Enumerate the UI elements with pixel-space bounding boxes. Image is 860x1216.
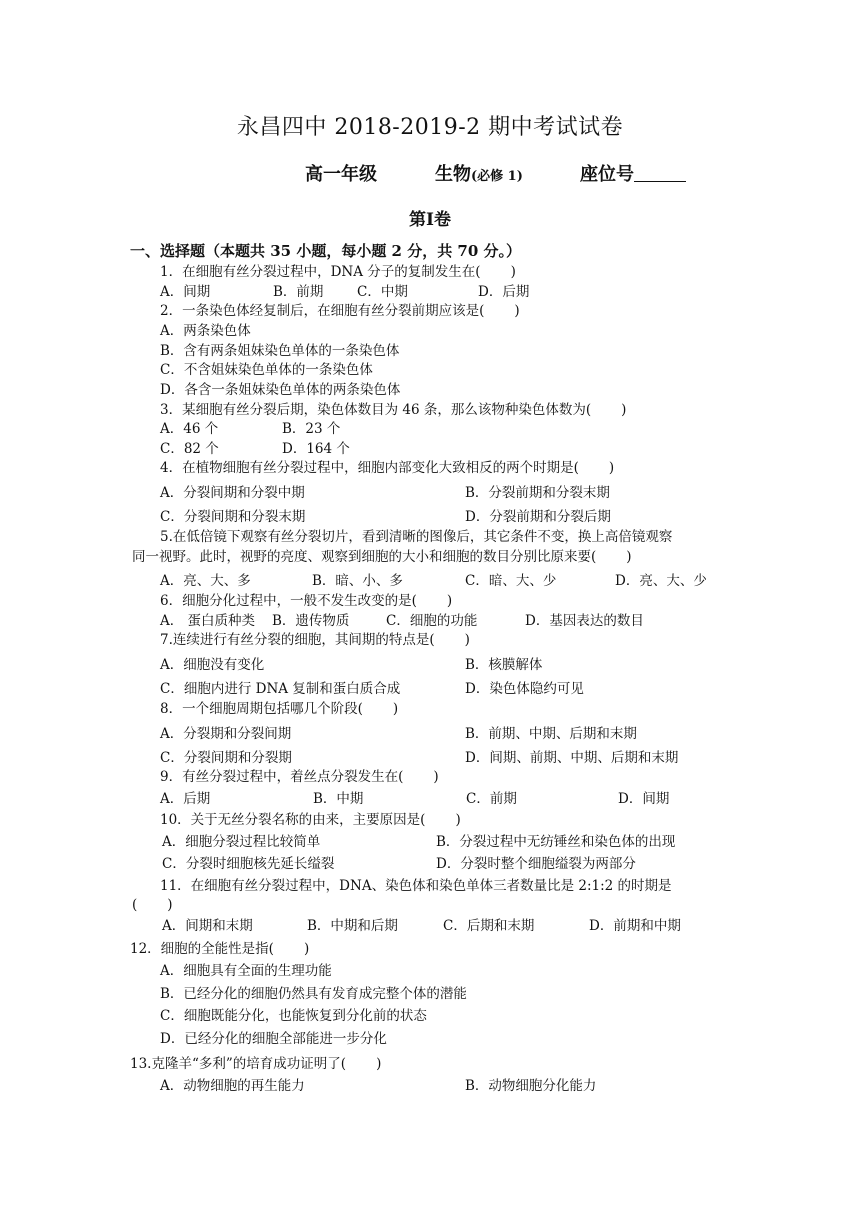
option-8c: C．分裂间期和分裂期 — [160, 750, 292, 766]
option-5c: C．暗、大、少 — [465, 573, 557, 589]
option-2b: B．含有两条姐妹染色单体的一条染色体 — [160, 343, 400, 359]
option-6c: C．细胞的功能 — [386, 613, 478, 629]
subject-note: (必修 1) — [471, 169, 523, 184]
option-13a: A．动物细胞的再生能力 — [160, 1078, 305, 1094]
question-4: 4．在植物细胞有丝分裂过程中，细胞内部变化大致相反的两个时期是( ) — [160, 460, 615, 476]
option-7b: B．核膜解体 — [465, 657, 543, 673]
option-9d: D．间期 — [618, 791, 670, 807]
question-2: 2．一条染色体经复制后，在细胞有丝分裂前期应该是( ) — [160, 303, 520, 319]
option-4c: C．分裂间期和分裂末期 — [160, 509, 306, 525]
question-9: 9．有丝分裂过程中，着丝点分裂发生在( ) — [160, 769, 439, 785]
option-4d: D．分裂前期和分裂后期 — [465, 509, 611, 525]
question-10: 10．关于无丝分裂名称的由来，主要原因是( ) — [160, 812, 461, 828]
option-12c: C．细胞既能分化，也能恢复到分化前的状态 — [160, 1008, 427, 1024]
option-9a: A．后期 — [160, 791, 211, 807]
question-7: 7.连续进行有丝分裂的细胞，其间期的特点是( ) — [160, 632, 470, 648]
option-8d: D．间期、前期、中期、后期和末期 — [465, 750, 679, 766]
question-5-line-2: 同一视野。此时，视野的亮度、观察到细胞的大小和细胞的数目分别比原来要( ) — [132, 549, 632, 565]
option-1a: A．间期 — [160, 284, 211, 300]
option-9c: C．前期 — [466, 791, 517, 807]
option-3d: D．164 个 — [282, 441, 350, 457]
question-3: 3．某细胞有丝分裂后期，染色体数目为 46 条，那么该物种染色体数为( ) — [160, 402, 627, 418]
option-5a: A．亮、大、多 — [160, 573, 251, 589]
option-3c: C．82 个 — [160, 441, 219, 457]
question-6: 6．细胞分化过程中，一般不发生改变的是( ) — [160, 593, 453, 609]
option-12a: A．细胞具有全面的生理功能 — [160, 963, 332, 979]
option-10a: A．细胞分裂过程比较简单 — [162, 834, 321, 850]
option-2a: A．两条染色体 — [160, 323, 251, 339]
option-1b: B．前期 — [273, 284, 324, 300]
option-7c: C．细胞内进行 DNA 复制和蛋白质合成 — [160, 681, 401, 697]
option-3b: B．23 个 — [282, 421, 341, 437]
subject-name: 生物 — [435, 164, 471, 185]
option-10c: C．分裂时细胞核先延长缢裂 — [162, 856, 335, 872]
option-2c: C．不含姐妹染色单体的一条染色体 — [160, 362, 373, 378]
option-11a: A．间期和末期 — [162, 918, 253, 934]
option-10b: B．分裂过程中无纺锤丝和染色体的出现 — [436, 834, 676, 850]
option-1d: D．后期 — [478, 284, 530, 300]
question-8: 8．一个细胞周期包括哪几个阶段( ) — [160, 701, 399, 717]
option-11c: C．后期和末期 — [443, 918, 535, 934]
option-1c: C．中期 — [357, 284, 408, 300]
subject-label — [435, 160, 523, 186]
option-8b: B．前期、中期、后期和末期 — [465, 726, 637, 742]
seat-blank-line — [634, 165, 686, 182]
seat-label: 座位号 — [580, 164, 634, 185]
seat-number — [580, 160, 686, 186]
grade-label: 高一年级 — [305, 164, 377, 185]
option-11b: B．中期和后期 — [307, 918, 398, 934]
option-13b: B．动物细胞分化能力 — [465, 1078, 597, 1094]
option-5b: B．暗、小、多 — [312, 573, 403, 589]
option-11d: D．前期和中期 — [589, 918, 681, 934]
option-6d: D．基因表达的数目 — [525, 613, 644, 629]
option-8a: A．分裂期和分裂间期 — [160, 726, 292, 742]
volume-heading: 第Ⅰ卷 — [409, 210, 451, 230]
option-4b: B．分裂前期和分裂末期 — [465, 485, 610, 501]
question-12: 12．细胞的全能性是指( ) — [130, 941, 310, 957]
option-6b: B．遗传物质 — [272, 613, 350, 629]
question-13: 13.克隆羊“多利”的培育成功证明了( ) — [130, 1056, 382, 1072]
option-4a: A．分裂间期和分裂中期 — [160, 485, 305, 501]
option-6a: A． 蛋白质种类 — [160, 613, 256, 629]
option-10d: D．分裂时整个细胞缢裂为两部分 — [436, 856, 636, 872]
option-7d: D．染色体隐约可见 — [465, 681, 584, 697]
option-12b: B．已经分化的细胞仍然具有发育成完整个体的潜能 — [160, 986, 467, 1002]
question-1: 1．在细胞有丝分裂过程中，DNA 分子的复制发生在( ) — [160, 264, 516, 280]
option-3a: A．46 个 — [160, 421, 219, 437]
option-2d: D．各含一条姐妹染色单体的两条染色体 — [160, 382, 401, 398]
option-9b: B．中期 — [313, 791, 364, 807]
question-11-line-2: ( ) — [132, 897, 173, 913]
section-heading: 一、选择题（本题共 35 小题，每小题 2 分，共 70 分。） — [130, 242, 522, 260]
exam-title: 永昌四中 2018-2019-2 期中考试试卷 — [236, 115, 624, 140]
option-5d: D．亮、大、少 — [615, 573, 707, 589]
option-12d: D．已经分化的细胞全部能进一步分化 — [160, 1031, 387, 1047]
option-7a: A．细胞没有变化 — [160, 657, 265, 673]
question-11-line-1: 11．在细胞有丝分裂过程中，DNA、染色体和染色单体三者数量比是 2:1:2 的时期是 — [160, 878, 672, 894]
question-5-line-1: 5.在低倍镜下观察有丝分裂切片，看到清晰的图像后，其它条件不变，换上高倍镜观察 — [160, 529, 673, 545]
